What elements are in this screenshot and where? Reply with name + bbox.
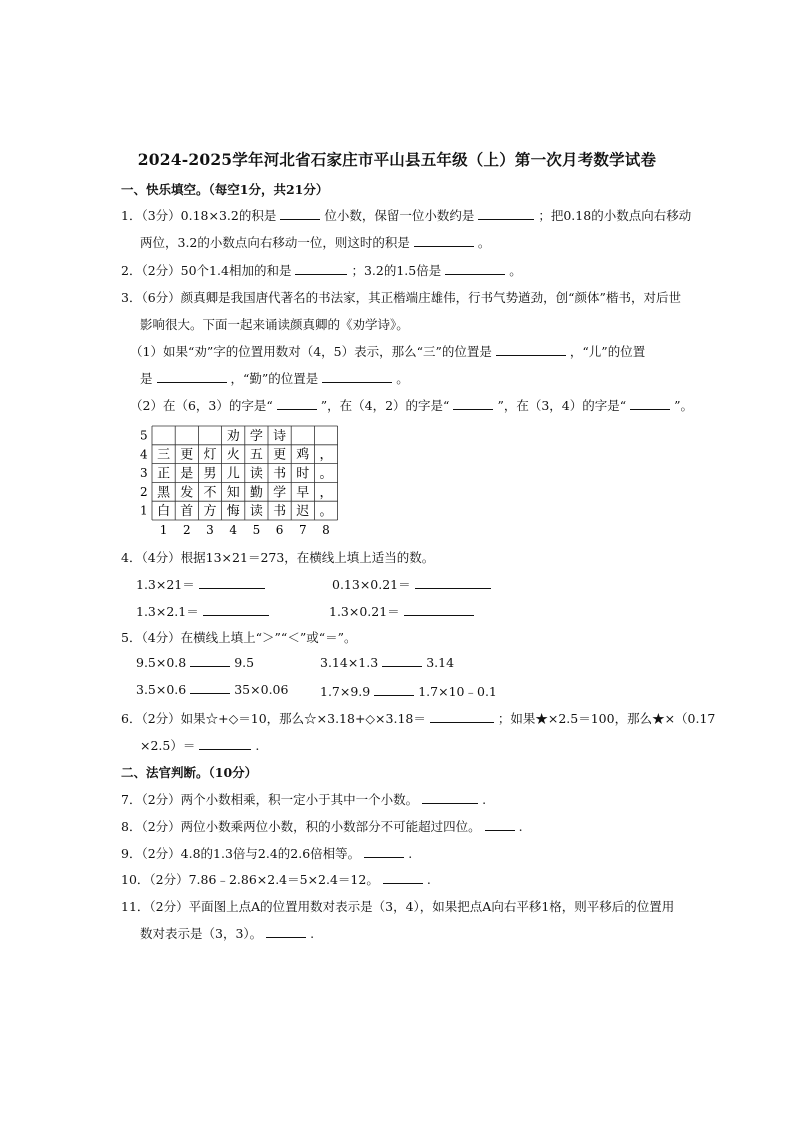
question-4-expr-3: 1.3×2.1＝ <box>136 602 273 620</box>
question-3-part-1-line-2: 是 ，“勤”的位置是 。 <box>140 371 409 386</box>
question-5: 5．（4分）在横线上填上“＞”“＜”或“＝”。 <box>121 630 357 645</box>
answer-blank[interactable] <box>496 344 566 356</box>
question-10: 10．（2分）7.86﹣2.86×2.4＝5×2.4＝12。 . <box>121 872 431 887</box>
grid-character: 读 <box>249 504 263 520</box>
question-4-expr-1: 1.3×21＝ <box>136 575 269 593</box>
question-11-line-1: 11．（2分）平面图上点A的位置用数对表示是（3，4），如果把点A向右平移1格，则平移后的位置用 <box>121 899 675 914</box>
answer-blank[interactable] <box>190 655 230 667</box>
answer-blank[interactable] <box>277 398 317 410</box>
grid-character: 更 <box>180 447 194 463</box>
grid-row-label: 5 <box>140 428 148 443</box>
grid-character: ， <box>319 485 333 501</box>
grid-character: 时 <box>296 466 310 482</box>
answer-blank[interactable] <box>630 398 670 410</box>
grid-character: 更 <box>273 447 287 463</box>
answer-blank[interactable] <box>430 711 494 723</box>
grid-character: 发 <box>180 485 194 501</box>
question-3-line-2: 影响很大。下面一起来诵读颜真卿的《劝学诗》。 <box>140 317 409 332</box>
grid-character: 学 <box>273 485 287 501</box>
question-7: 7．（2分）两个小数相乘，积一定小于其中一个小数。 . <box>121 792 487 807</box>
answer-blank[interactable] <box>199 738 251 750</box>
grid-character: ， <box>319 447 333 463</box>
grid-col-label: 6 <box>275 523 284 534</box>
grid-character: 儿 <box>226 466 240 482</box>
grid-character: 黑 <box>157 485 171 501</box>
section-1-heading: 一、快乐填空。（每空1分，共21分） <box>121 182 329 197</box>
grid-row-label: 4 <box>140 447 148 462</box>
grid-col-label: 7 <box>298 523 307 534</box>
answer-blank[interactable] <box>478 208 534 220</box>
answer-blank[interactable] <box>485 819 515 831</box>
answer-blank[interactable] <box>322 371 392 383</box>
grid-character: 迟 <box>296 504 310 520</box>
section-2-heading: 二、法官判断。（10分） <box>121 765 258 780</box>
answer-blank[interactable] <box>295 263 347 275</box>
answer-blank[interactable] <box>383 872 423 884</box>
grid-character: 。 <box>319 504 333 520</box>
answer-blank[interactable] <box>445 263 505 275</box>
answer-blank[interactable] <box>266 926 306 938</box>
answer-blank[interactable] <box>415 577 491 589</box>
grid-row-label: 2 <box>140 484 148 499</box>
answer-blank[interactable] <box>404 604 474 616</box>
grid-col-label: 5 <box>252 523 261 534</box>
poem-grid <box>136 424 342 537</box>
grid-character: 知 <box>226 485 240 501</box>
grid-col-label: 3 <box>206 523 214 534</box>
grid-character: 勤 <box>249 485 263 501</box>
grid-character: 火 <box>226 447 240 463</box>
grid-character: 悔 <box>226 504 240 520</box>
question-6-line-1: 6．（2分）如果☆+◇＝10，那么☆×3.18+◇×3.18＝ ；如果★×2.5＝100，那么★×（0.17 <box>121 711 716 726</box>
grid-col-label: 4 <box>229 523 238 534</box>
grid-character: 白 <box>157 504 171 520</box>
question-4-expr-4: 1.3×0.21＝ <box>329 602 478 620</box>
question-3-line-1: 3．（6分）颜真卿是我国唐代著名的书法家，其正楷端庄雄伟，行书气势遒劲，创“颜体”楷书，对后世 <box>121 290 681 305</box>
grid-character: 劝 <box>226 428 240 444</box>
poem-grid-svg <box>136 424 342 534</box>
question-4: 4．（4分）根据13×21＝273，在横线上填上适当的数。 <box>121 550 435 565</box>
answer-blank[interactable] <box>382 655 422 667</box>
answer-blank[interactable] <box>199 577 265 589</box>
grid-character: 诗 <box>273 428 287 444</box>
grid-character: 鸡 <box>296 447 310 463</box>
question-5-pair-3: 3.5×0.6 35×0.06 <box>136 682 289 697</box>
question-8: 8．（2分）两位小数乘两位小数，积的小数部分不可能超过四位。 . <box>121 819 523 834</box>
question-5-pair-4: 1.7×9.9 1.7×10﹣0.1 <box>320 684 497 699</box>
grid-character: 是 <box>180 466 194 482</box>
answer-blank[interactable] <box>280 208 320 220</box>
grid-character: 不 <box>203 485 217 501</box>
question-9: 9．（2分）4.8的1.3倍与2.4的2.6倍相等。 . <box>121 846 413 861</box>
grid-character: 正 <box>157 466 171 482</box>
grid-character: 早 <box>296 485 310 501</box>
question-1-line-2: 两位，3.2的小数点向右移动一位，则这时的积是 。 <box>140 235 491 250</box>
grid-character: 方 <box>203 504 217 520</box>
answer-blank[interactable] <box>453 398 493 410</box>
grid-character: 三 <box>157 447 171 463</box>
grid-row-label: 1 <box>140 503 148 518</box>
question-3-part-2: （2）在（6，3）的字是“ ”，在（4，2）的字是“ ”，在（3，4）的字是“ ”。 <box>130 398 694 413</box>
answer-blank[interactable] <box>414 235 474 247</box>
grid-character: 五 <box>249 447 263 463</box>
answer-blank[interactable] <box>422 792 478 804</box>
question-4-expr-2: 0.13×0.21＝ <box>332 575 495 593</box>
answer-blank[interactable] <box>190 682 230 694</box>
answer-blank[interactable] <box>203 604 269 616</box>
grid-col-label: 2 <box>182 523 191 534</box>
grid-character: 男 <box>203 466 217 482</box>
question-6-line-2: ×2.5）＝ . <box>140 738 260 753</box>
question-5-pair-1: 9.5×0.8 9.5 <box>136 655 255 670</box>
grid-character: 灯 <box>203 447 217 463</box>
grid-row-label: 3 <box>140 466 148 481</box>
grid-col-label: 1 <box>159 523 168 534</box>
question-5-pair-2: 3.14×1.3 3.14 <box>320 655 455 670</box>
question-2: 2．（2分）50个1.4相加的和是 ；3.2的1.5倍是 。 <box>121 263 522 278</box>
answer-blank[interactable] <box>364 846 404 858</box>
question-11-line-2: 数对表示是（3，3）。 . <box>140 926 315 941</box>
page-title: 2024-2025学年河北省石家庄市平山县五年级（上）第一次月考数学试卷 <box>137 150 657 169</box>
grid-character: 书 <box>273 466 287 482</box>
answer-blank[interactable] <box>157 371 227 383</box>
grid-character: 学 <box>249 428 263 444</box>
grid-character: 首 <box>180 504 194 520</box>
grid-character: 书 <box>273 504 287 520</box>
grid-character: 。 <box>319 466 333 482</box>
grid-col-label: 8 <box>322 523 330 534</box>
question-1-line-1: 1．（3分）0.18×3.2的积是 位小数，保留一位小数约是 ；把0.18的小数点向右移动 <box>121 208 692 223</box>
answer-blank[interactable] <box>374 684 414 696</box>
grid-character: 读 <box>249 466 263 482</box>
question-3-part-1-line-1: （1）如果“劝”字的位置用数对（4，5）表示，那么“三”的位置是 ，“儿”的位置 <box>130 344 646 359</box>
